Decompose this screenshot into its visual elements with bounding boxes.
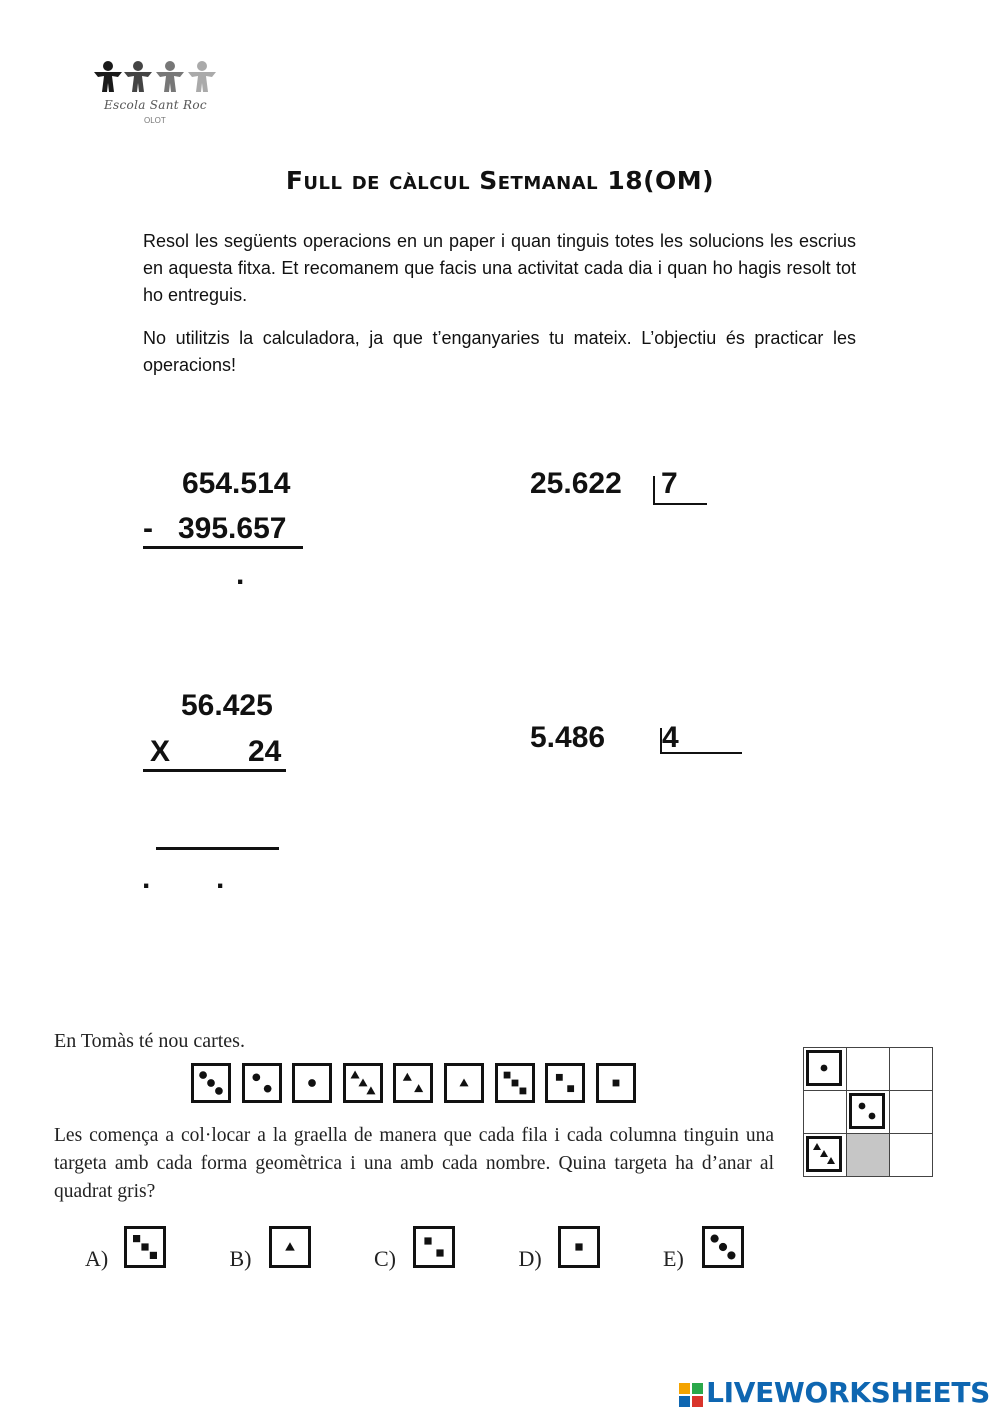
division2-divisor: 4 [662, 721, 679, 754]
multiplication-top: 56.425 [181, 689, 273, 722]
multiplication-dot-1: . [142, 862, 151, 895]
grid-cell [804, 1091, 847, 1134]
grid-cell [847, 1091, 890, 1134]
gray-target-cell [847, 1134, 890, 1177]
option-label: B) [229, 1246, 252, 1271]
triangle-symbol [358, 1078, 367, 1086]
multiplication-dot-2: . [216, 862, 225, 895]
triangle-symbol [350, 1071, 359, 1079]
circle-symbol [727, 1251, 735, 1259]
liveworksheets-text: LIVEWORKSHEETS [706, 1376, 990, 1409]
card-square-2 [545, 1063, 585, 1103]
option-label: E) [663, 1246, 684, 1271]
grid-cell [847, 1048, 890, 1091]
grid-cell [890, 1134, 933, 1177]
option-label: A) [85, 1246, 109, 1271]
division1-dividend: 25.622 [530, 467, 622, 500]
triangle-symbol [366, 1086, 375, 1094]
grid-card-circle-1 [806, 1050, 842, 1086]
triangle-symbol [827, 1157, 835, 1164]
card-square-1 [596, 1063, 636, 1103]
square-symbol [556, 1074, 563, 1081]
division1-bracket-horizontal [653, 503, 707, 505]
option-card-circle-3 [702, 1226, 744, 1268]
multiplication-partial-line [156, 847, 279, 850]
logo-city: OLOT [144, 116, 166, 125]
children-chain-icon [88, 58, 228, 98]
circle-symbol [215, 1087, 223, 1095]
option-card-square-2 [413, 1226, 455, 1268]
grid-cell [890, 1048, 933, 1091]
circle-symbol [859, 1103, 866, 1110]
puzzle-intro: En Tomàs té nou cartes. [54, 1030, 245, 1052]
division1-bracket-vertical [653, 476, 655, 505]
card-circle-3 [191, 1063, 231, 1103]
card-circle-2 [242, 1063, 282, 1103]
card-triangle-2 [393, 1063, 433, 1103]
puzzle-question: Les comença a col·locar a la graella de manera que cada fila i cada columna tinguin una targeta amb cada forma geomètrica i una amb cada nombre. Quina targeta ha d’anar al quadrat gris? [54, 1125, 774, 1202]
card-square-3 [495, 1063, 535, 1103]
circle-symbol [207, 1079, 215, 1087]
grid-card-triangle-3 [806, 1136, 842, 1172]
grid-cell [890, 1091, 933, 1134]
logo-school-name: Escola Sant Roc [104, 98, 207, 112]
liveworksheets-brand [679, 1376, 990, 1409]
option-label: D) [518, 1246, 542, 1271]
square-symbol [511, 1080, 518, 1087]
circle-symbol [263, 1085, 271, 1093]
option-card-triangle-1 [269, 1226, 311, 1268]
square-symbol [424, 1237, 431, 1244]
intro-paragraph-1: Resol les següents operacions en un paper i quan tinguis totes les solucions les escrius en aquesta fitxa. Et recomanem que facis una activitat cada dia i quan ho hagis resolt tot ho entreguis. [143, 231, 856, 305]
subtraction-line [143, 546, 303, 549]
subtraction-top: 654.514 [182, 467, 291, 500]
multiplication-sign: X [150, 735, 171, 768]
square-symbol [436, 1249, 443, 1256]
option-label: C) [374, 1246, 396, 1271]
square-symbol [612, 1080, 619, 1087]
division2-dividend: 5.486 [530, 721, 606, 754]
square-symbol [519, 1088, 526, 1095]
multiplication-line [143, 769, 286, 772]
square-symbol [575, 1243, 582, 1250]
subtraction-answer-dot: . [236, 558, 245, 591]
liveworksheets-badge-icon [679, 1381, 703, 1405]
square-symbol [503, 1072, 510, 1079]
triangle-symbol [403, 1073, 412, 1081]
page-title: Full de càlcul Setmanal 18(OM) [285, 166, 715, 195]
triangle-symbol [820, 1150, 828, 1157]
card-triangle-1 [444, 1063, 484, 1103]
card-triangle-3 [343, 1063, 383, 1103]
school-logo [88, 58, 228, 130]
circle-symbol [308, 1079, 316, 1087]
circle-symbol [719, 1243, 727, 1251]
circle-symbol [711, 1235, 719, 1243]
triangle-symbol [285, 1242, 295, 1250]
square-symbol [133, 1235, 140, 1242]
circle-symbol [252, 1073, 260, 1081]
circle-symbol [821, 1065, 828, 1072]
triangle-symbol [459, 1078, 468, 1086]
square-symbol [141, 1243, 148, 1250]
grid-cell [804, 1048, 847, 1091]
grid-cell [804, 1134, 847, 1177]
triangle-symbol [813, 1143, 821, 1150]
grid-card-circle-2 [849, 1093, 885, 1129]
card-circle-1 [292, 1063, 332, 1103]
square-symbol [567, 1085, 574, 1092]
circle-symbol [199, 1071, 207, 1079]
multiplication-bottom: 24 [248, 735, 282, 768]
triangle-symbol [415, 1084, 424, 1092]
card-grid [803, 1047, 933, 1177]
subtraction-bottom: - 395.657 [143, 512, 287, 545]
intro-paragraph-2: No utilitzis la calculadora, ja que t’enganyaries tu mateix. L’objectiu és practicar les operacions! [143, 328, 856, 375]
option-card-square-3 [124, 1226, 166, 1268]
option-card-square-1 [558, 1226, 600, 1268]
square-symbol [150, 1252, 157, 1259]
circle-symbol [869, 1113, 876, 1120]
division1-divisor: 7 [661, 467, 678, 500]
